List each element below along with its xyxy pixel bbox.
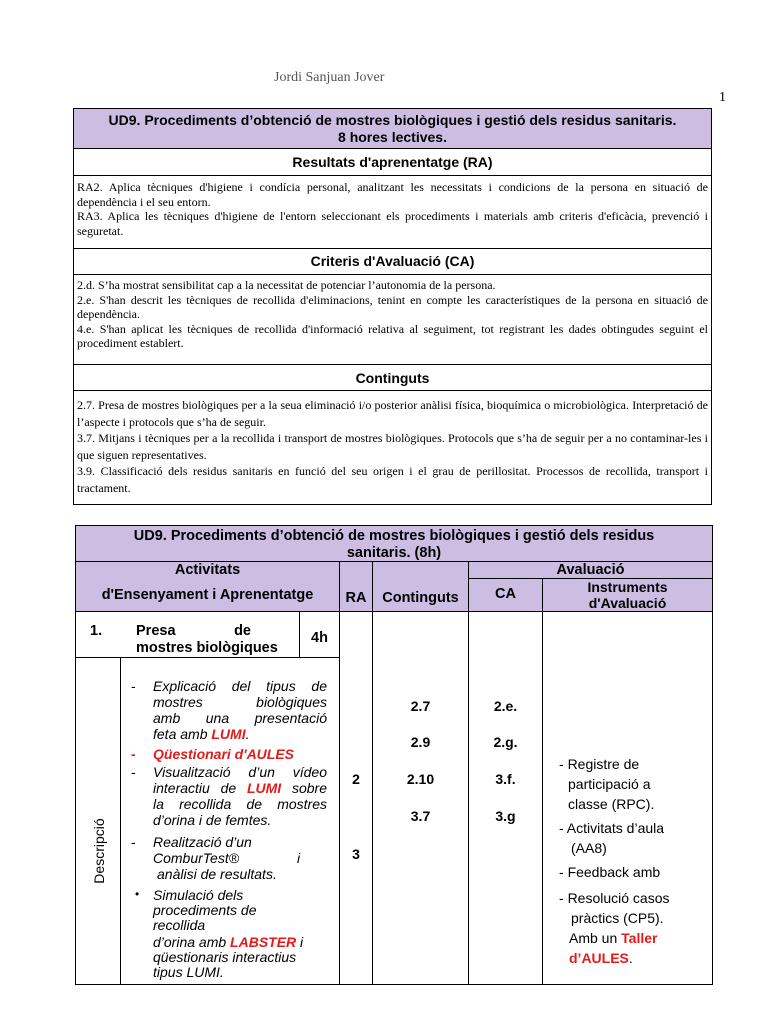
ca-item: 2.d. S’ha mostrat sensibilitat cap a la necessitat de potenciar l’autonomia de la persona. (77, 278, 496, 292)
activity-description-item: Explicació del tipus de mostres biològiques amb una presentació feta amb LUMI. (153, 678, 327, 742)
aules-workshop-link: Taller (621, 930, 658, 946)
ra-item: RA2. Aplica tècniques d'higiene i condícia personal, analitzant les necessitats i condicions de la persona en situació de dependència i el seu entorn. (77, 180, 708, 209)
description-label: Descripció (91, 818, 107, 884)
description-label-cell (76, 658, 120, 984)
activity-title-line2: mostres biològiques (136, 640, 278, 656)
col-ca-header: CA (468, 579, 542, 612)
activity-description-item: Visualització d’un vídeo interactiu de LUMI sobre la recollida de mostres d’orina i de femtes. (153, 764, 327, 828)
contents-value: 2.9 (410, 734, 431, 750)
contents-value: 2.10 (406, 771, 435, 787)
col-ra-header: RA (339, 562, 372, 612)
instrument-item: - Activitats d’aula (AA8) (559, 820, 665, 856)
col-evaluation-header: Avaluació (468, 562, 712, 579)
ca-heading: Criteris d'Avaluació (CA) (74, 248, 711, 274)
instrument-item: - Resolució casos pràctics (CP5). Amb un Taller d’AULES. (559, 890, 670, 966)
labster-link: LABSTER (230, 934, 297, 950)
contents-heading: Continguts (74, 364, 711, 390)
col-contents-header: Continguts (372, 562, 468, 612)
ca-item: 4.e. S'han aplicat les tècniques de recollida d'informació relativa al seguiment, tot registrant les dades obtingudes seguint el procediment establert. (77, 321, 708, 350)
instrument-item: - Registre de participació a classe (RPC). (559, 756, 655, 812)
ca-value: 2.g. (493, 734, 518, 750)
author-name: Jordi Sanjuan Jover (274, 70, 385, 85)
activities-title: UD9. Procediments d’obtenció de mostres biològiques i gestió dels residus sanitaris. (8h) (76, 526, 712, 562)
lumi-link: LUMI (246, 780, 282, 796)
activities-table (75, 525, 713, 985)
unit-title: UD9. Procediments d’obtenció de mostres biològiques i gestió dels residus sanitaris. 8 hores lectives. (74, 109, 711, 148)
activity-title-cell (76, 612, 299, 658)
contents-item: 3.9. Classificació dels residus sanitaris en funció del seu origen i el grau de perillositat. Processos de recollida, transport i tractament. (77, 464, 708, 495)
ca-value: 3.g (495, 808, 516, 824)
contents-values-column (372, 612, 468, 984)
ra-value: 3 (352, 846, 360, 862)
instruments-column (542, 612, 712, 984)
aules-quiz-link: Qüestionari d'AULES (153, 746, 295, 762)
activity-description-list: - Explicació del tipus de mostres biològiques amb una presentació feta amb LUMI. - Qüestionari d'AULES - Visualització d’un vídeo interactiu de LUMI sobre la recollida de mostres d’orina i de femtes. - Realització d’un ComburTest® i anàlisi de resultats. • Simulació dels procediments de recollida d’orina amb LABSTER i qüestionaris interactius tipus LUMI. (120, 658, 339, 984)
ca-values-column (468, 612, 542, 984)
ra-value: 2 (352, 771, 360, 787)
ca-item: 2.e. S'han descrit les tècniques de recollida d'eliminacions, tenint en compte les característiques de la persona en situació de dependència. (77, 292, 708, 321)
activity-number: 1. (90, 623, 103, 639)
unit-summary-table (73, 108, 712, 505)
col-instruments-header: Instruments d'Avaluació (542, 579, 712, 612)
activity-description-item: Realització d’un ComburTest® i anàlisi de resultats. (153, 834, 301, 882)
page-number: 1 (719, 90, 726, 105)
instrument-item: - Feedback amb (559, 864, 661, 880)
activity-description-item: Simulació dels procediments de recollida d’orina amb LABSTER i qüestionaris interactius tipus LUMI. (153, 887, 304, 980)
contents-list (74, 390, 711, 504)
ca-list (74, 274, 711, 364)
ra-item: RA3. Aplica les tècniques d'higiene de l'entorn seleccionant els procediments i materials amb criteris d'eficàcia, prevenció i seguretat. (77, 209, 708, 238)
contents-item: 3.7. Mitjans i tècniques per a la recollida i transport de mostres biològiques. Protocols que s’ha de seguir per a no contaminar-les i que siguen representatives. (77, 431, 708, 462)
col-activities-header: Activitats d'Ensenyament i Aprenentatge (76, 562, 339, 612)
ra-heading: Resultats d'aprenentatge (RA) (74, 148, 711, 175)
lumi-link: LUMI (211, 726, 246, 742)
activity-hours: 4h (299, 612, 339, 658)
ra-list (74, 175, 711, 248)
contents-item: 2.7. Presa de mostres biològiques per a la seua eliminació i/o posterior anàlisi física, bioquímica o microbiològica. Interpretació de l’aspecte i protocols que s’ha de seguir. (77, 398, 708, 429)
ca-value: 2.e. (493, 698, 518, 714)
ca-value: 3.f. (495, 771, 516, 787)
contents-value: 2.7 (410, 698, 431, 714)
contents-value: 3.7 (410, 808, 431, 824)
ra-values-column (339, 612, 372, 984)
activity-title-line1: Presa de (136, 623, 251, 639)
